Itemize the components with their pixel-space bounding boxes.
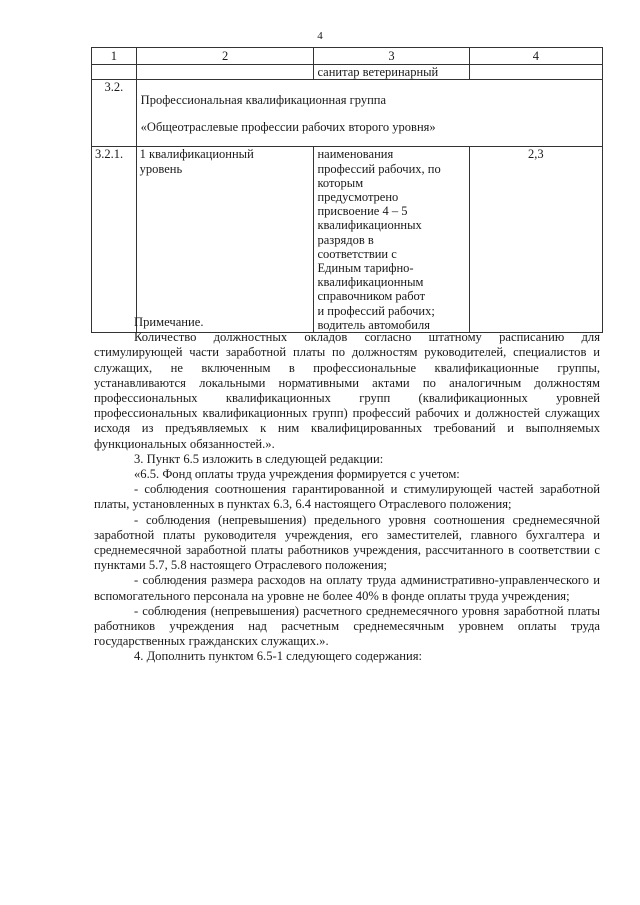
desc-line: квалификационных	[317, 218, 422, 233]
cell-coefficient: 2,3	[469, 147, 602, 333]
table-row-group	[92, 80, 603, 147]
cell-level-number: 3.2.1.	[92, 147, 137, 333]
header-col-4: 4	[469, 48, 602, 65]
bullet-1: - соблюдения соотношения гарантированной и стимулирующей частей заработной платы, установленных в пунктах 6.3, 6.4 настоящего Отраслевого положения;	[94, 482, 600, 512]
qualification-table	[91, 47, 603, 333]
item-4: 4. Дополнить пунктом 6.5-1 следующего содержания:	[134, 649, 423, 664]
desc-line: которым	[317, 175, 364, 190]
cell-level-name	[136, 147, 314, 333]
group-title-line-1: Профессиональная квалификационная группа	[140, 92, 387, 107]
desc-line: наименования	[317, 147, 394, 162]
header-col-2: 2	[136, 48, 314, 65]
group-title-line-2: «Общеотраслевые профессии рабочих второго уровня»	[140, 119, 436, 134]
desc-line: квалификационным	[317, 275, 424, 290]
desc-line: разрядов в	[317, 232, 374, 247]
desc-line: и профессий рабочих;	[317, 303, 435, 318]
bullet-2: - соблюдения (непревышения) предельного уровня соотношения среднемесячной заработной платы руководителя учреждения, его заместителей, главного бухгалтера и среднемесячной заработной платы работников учреждения, рассчитанного в соответствии с пунктами 5.7, 5.8 настоящего Отраслевого положения;	[94, 512, 600, 573]
desc-line: справочником работ	[317, 289, 426, 304]
desc-line: водитель автомобиля	[317, 317, 430, 332]
header-col-3: 3	[314, 48, 469, 65]
desc-line: соответствии с	[317, 246, 397, 261]
bullet-3: - соблюдения размера расходов на оплату труда административно-управленческого и вспомогательного персонала на уровне не более 40% в фонде оплаты труда учреждения;	[94, 573, 600, 603]
table-row-continuation	[92, 65, 603, 80]
item-3: 3. Пункт 6.5 изложить в следующей редакции:	[134, 451, 384, 466]
cell-continuation-text: санитар ветеринарный	[314, 65, 469, 80]
paragraph-6-5: «6.5. Фонд оплаты труда учреждения формируется с учетом:	[134, 467, 460, 482]
table-header-row	[92, 48, 603, 65]
note-heading: Примечание.	[134, 315, 204, 329]
desc-line: присвоение 4 – 5	[317, 204, 408, 219]
document-body	[94, 315, 600, 665]
desc-line: предусмотрено	[317, 189, 399, 204]
level-name-line-1: 1 квалификационный	[139, 147, 254, 162]
cell-group-number: 3.2.	[92, 80, 137, 147]
note-body: Количество должностных окладов согласно штатному расписанию для стимулирующей части заработной платы по должностям руководителей, специалистов и служащих, не включенным в профессиональные квалификационные группы, устанавливаются локальными нормативными актами по аналогичным должностям профессиональных квалификационных групп (квалификационных уровней профессиональных квалификационных групп) профессий рабочих и должностей служащих исходя из предъявляемых к ним квалифицированных требований и выполняемых функциональных обязанностей.».	[94, 330, 600, 451]
desc-line: профессий рабочих, по	[317, 161, 441, 176]
table-row-level	[92, 147, 603, 333]
level-name-line-2: уровень	[139, 161, 183, 176]
cell-level-description	[314, 147, 469, 333]
bullet-4: - соблюдения (непревышения) расчетного среднемесячного уровня заработной платы работников учреждения над расчетным среднемесячным уровнем оплаты труда государственных гражданских служащих.».	[94, 603, 600, 649]
page-number: 4	[317, 30, 323, 42]
desc-line: Единым тарифно-	[317, 260, 414, 275]
header-col-1: 1	[92, 48, 137, 65]
cell-group-title	[136, 80, 602, 147]
